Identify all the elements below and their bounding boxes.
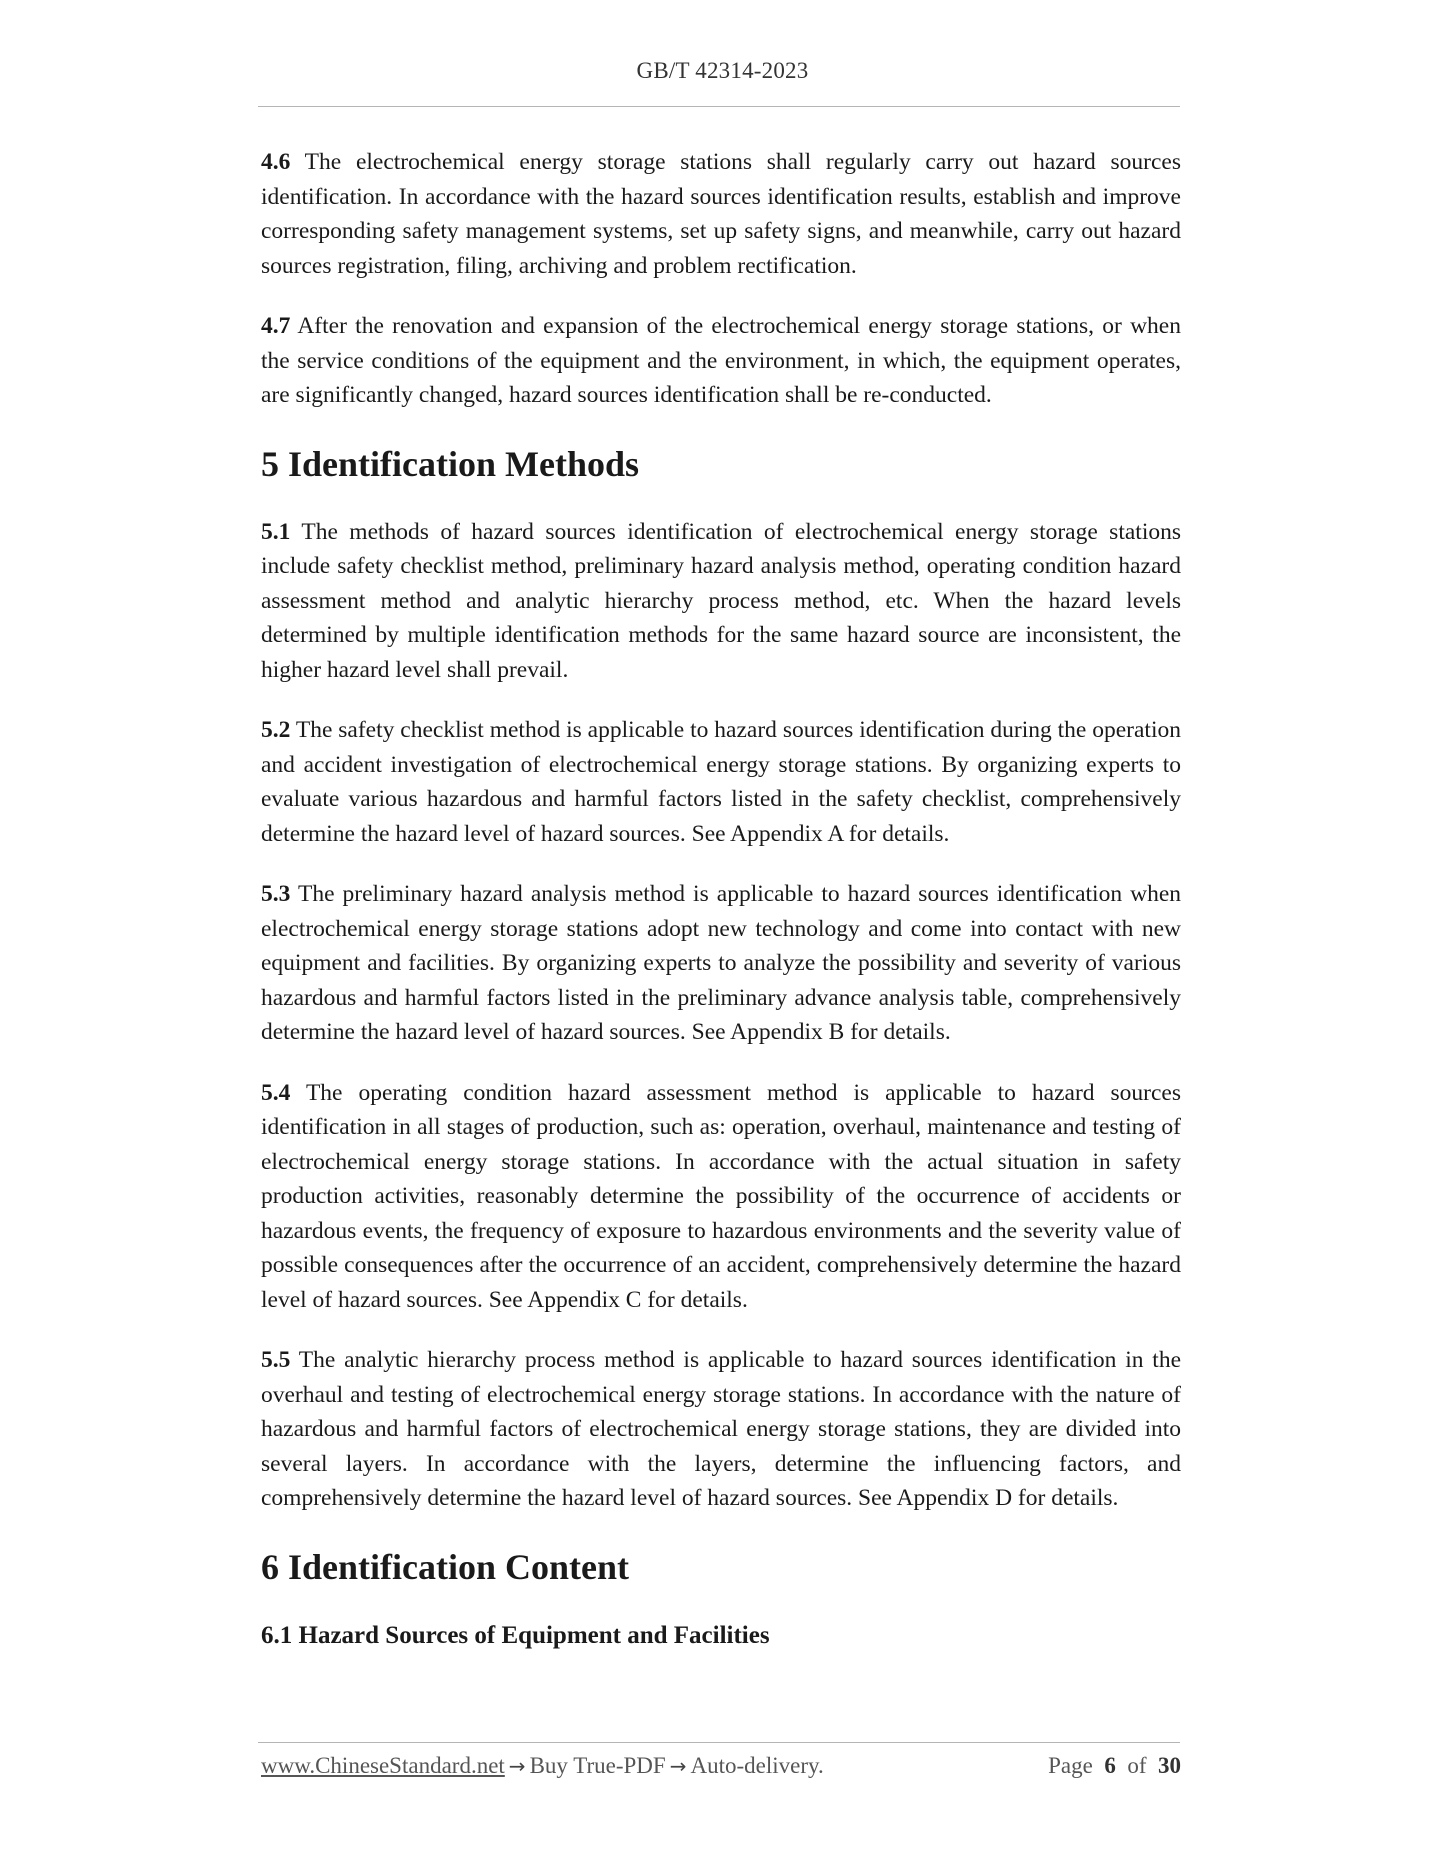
current-page: 6 xyxy=(1104,1753,1116,1778)
clause-text: The methods of hazard sources identification of electrochemical energy storage stations include safety checklist method, preliminary hazard analysis method, operating condition hazard assessment method and analytic hierarchy process method, etc. When the hazard levels determined by multiple identification methods for the same hazard source are inconsistent, the higher hazard level shall prevail. xyxy=(261,518,1181,683)
clause-4-6 xyxy=(261,145,1181,283)
website-link[interactable]: www.ChineseStandard.net xyxy=(261,1753,505,1778)
clause-text: The preliminary hazard analysis method is applicable to hazard sources identification when electrochemical energy storage stations adopt new technology and come into contact with new equipment and facilities. By organizing experts to analyze the possibility and severity of various hazardous and harmful factors listed in the preliminary advance analysis table, comprehensively determine the hazard level of hazard sources. See Appendix B for details. xyxy=(261,881,1181,1045)
chapter-6-heading: 6 Identification Content xyxy=(261,1546,629,1587)
chapter-5-heading: 5 Identification Methods xyxy=(261,443,639,484)
auto-delivery-text: Auto-delivery. xyxy=(690,1753,824,1778)
right-arrow-icon: → xyxy=(508,1754,526,1778)
buy-pdf-text: Buy True-PDF xyxy=(529,1753,666,1778)
clause-5-2 xyxy=(261,713,1181,851)
section-6-1-heading: 6.1 Hazard Sources of Equipment and Facilities xyxy=(261,1621,770,1649)
clause-number: 4.7 xyxy=(261,313,291,339)
footer-divider xyxy=(258,1742,1180,1743)
page-content xyxy=(261,145,1181,1654)
header-divider xyxy=(258,106,1180,107)
clause-5-1 xyxy=(261,515,1181,688)
clause-5-5 xyxy=(261,1343,1181,1516)
clause-number: 5.3 xyxy=(261,881,291,907)
clause-number: 5.1 xyxy=(261,518,291,545)
clause-number: 5.4 xyxy=(261,1079,291,1106)
page-header: GB/T 42314-2023 xyxy=(636,58,809,83)
footer-promo xyxy=(261,1753,824,1779)
clause-number: 5.2 xyxy=(261,717,291,743)
clause-text: After the renovation and expansion of the electrochemical energy storage stations, or when the service conditions of the equipment and the environment, in which, the equipment operates, are significantly changed, hazard sources identification shall be re-conducted. xyxy=(261,313,1181,408)
page-footer xyxy=(261,1753,1181,1785)
clause-5-4 xyxy=(261,1076,1181,1318)
right-arrow-icon: → xyxy=(669,1754,687,1778)
page-number xyxy=(1048,1753,1181,1779)
of-label: of xyxy=(1127,1753,1147,1778)
clause-number: 5.5 xyxy=(261,1347,291,1373)
clause-number: 4.6 xyxy=(261,149,291,175)
clause-text: The safety checklist method is applicable to hazard sources identification during the operation and accident investigation of electrochemical energy storage stations. By organizing experts to evaluate various hazardous and harmful factors listed in the safety checklist, comprehensively determine the hazard level of hazard sources. See Appendix A for details. xyxy=(261,717,1181,847)
clause-5-3 xyxy=(261,877,1181,1050)
total-pages: 30 xyxy=(1158,1753,1181,1778)
clause-text: The electrochemical energy storage stations shall regularly carry out hazard sources identification. In accordance with the hazard sources identification results, establish and improve corresponding safety management systems, set up safety signs, and meanwhile, carry out hazard sources registration, filing, archiving and problem rectification. xyxy=(261,149,1181,279)
clause-text: The analytic hierarchy process method is applicable to hazard sources identification in the overhaul and testing of electrochemical energy storage stations. In accordance with the nature of hazardous and harmful factors of electrochemical energy storage stations, they are divided into several layers. In accordance with the layers, determine the influencing factors, and comprehensively determine the hazard level of hazard sources. See Appendix D for details. xyxy=(261,1347,1181,1511)
clause-4-7 xyxy=(261,309,1181,413)
clause-text: The operating condition hazard assessment method is applicable to hazard sources identification in all stages of production, such as: operation, overhaul, maintenance and testing of electrochemical energy storage stations. In accordance with the actual situation in safety production activities, reasonably determine the possibility of the occurrence of accidents or hazardous events, the frequency of exposure to hazardous environments and the severity value of possible consequences after the occurrence of an accident, comprehensively determine the hazard level of hazard sources. See Appendix C for details. xyxy=(261,1079,1181,1313)
page-label: Page xyxy=(1048,1753,1093,1778)
